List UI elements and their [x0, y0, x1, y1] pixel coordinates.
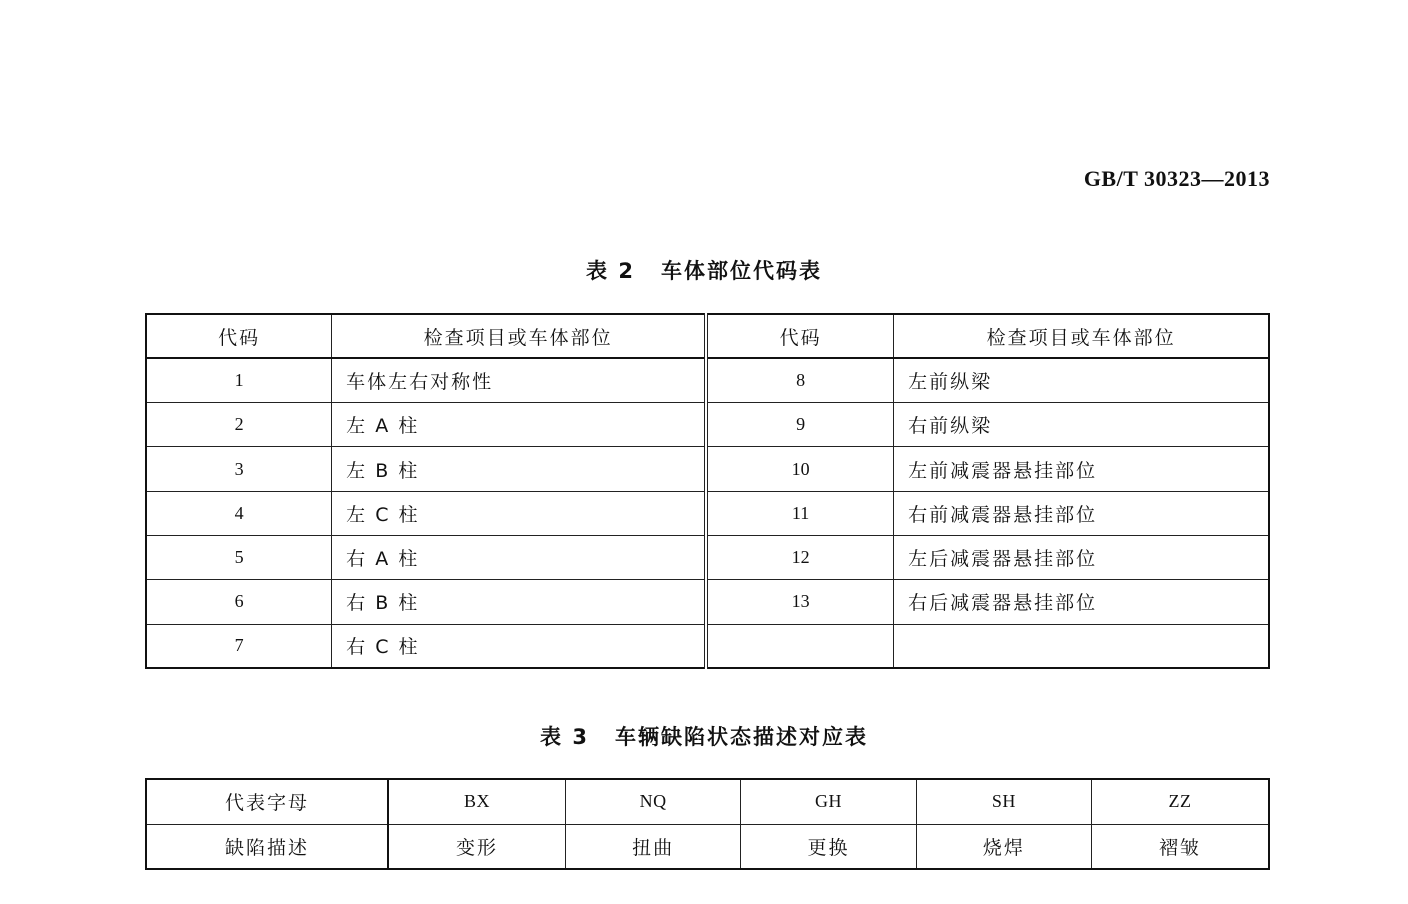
table3-caption	[0, 721, 1408, 751]
letter-row	[146, 779, 1269, 824]
description-row	[146, 824, 1269, 869]
table-row	[146, 580, 1269, 624]
item-cell: 右 A 柱	[332, 535, 706, 579]
row-label-desc: 缺陷描述	[146, 824, 388, 869]
item-cell: 车体左右对称性	[332, 358, 706, 402]
description-cell: 烧焊	[916, 824, 1091, 869]
table-row	[146, 624, 1269, 668]
code-cell: 4	[146, 491, 332, 535]
table-row	[146, 447, 1269, 491]
table-row	[146, 535, 1269, 579]
code-cell: 2	[146, 403, 332, 447]
row-label-letter: 代表字母	[146, 779, 388, 824]
code-cell: 7	[146, 624, 332, 668]
standard-number: GB/T 30323—2013	[1083, 166, 1270, 191]
table2-caption-number: 表 2	[586, 259, 635, 283]
item-cell: 左 B 柱	[332, 447, 706, 491]
header-code-left: 代码	[146, 314, 332, 358]
item-cell: 左 C 柱	[332, 491, 706, 535]
description-cell: 更换	[741, 824, 916, 869]
code-cell: 10	[706, 447, 894, 491]
description-cell: 褶皱	[1092, 824, 1269, 869]
item-cell: 左 A 柱	[332, 403, 706, 447]
table2-header-row	[146, 314, 1269, 358]
letter-cell: NQ	[565, 779, 740, 824]
item-cell: 左前减震器悬挂部位	[894, 447, 1269, 491]
table2-caption	[0, 255, 1408, 285]
item-cell: 右 C 柱	[332, 624, 706, 668]
item-cell: 右后减震器悬挂部位	[894, 580, 1269, 624]
code-cell: 8	[706, 358, 894, 402]
item-cell: 右前纵梁	[894, 403, 1269, 447]
code-cell	[706, 624, 894, 668]
body-part-code-table	[145, 313, 1270, 669]
code-cell: 3	[146, 447, 332, 491]
letter-cell: BX	[388, 779, 565, 824]
item-cell: 右 B 柱	[332, 580, 706, 624]
code-cell: 6	[146, 580, 332, 624]
code-cell: 11	[706, 491, 894, 535]
code-cell: 12	[706, 535, 894, 579]
header-item-right: 检查项目或车体部位	[894, 314, 1269, 358]
defect-description-table	[145, 778, 1270, 870]
table3-caption-number: 表 3	[540, 725, 589, 749]
description-cell: 变形	[388, 824, 565, 869]
code-cell: 1	[146, 358, 332, 402]
item-cell: 左后减震器悬挂部位	[894, 535, 1269, 579]
table2-caption-title: 车体部位代码表	[660, 259, 822, 283]
table-row	[146, 358, 1269, 402]
item-cell: 左前纵梁	[894, 358, 1269, 402]
header-code-right: 代码	[706, 314, 894, 358]
code-cell: 5	[146, 535, 332, 579]
letter-cell: ZZ	[1092, 779, 1269, 824]
header-item-left: 检查项目或车体部位	[332, 314, 706, 358]
item-cell: 右前减震器悬挂部位	[894, 491, 1269, 535]
code-cell: 13	[706, 580, 894, 624]
table-row	[146, 403, 1269, 447]
description-cell: 扭曲	[565, 824, 740, 869]
table-row	[146, 491, 1269, 535]
item-cell	[894, 624, 1269, 668]
letter-cell: GH	[741, 779, 916, 824]
table3-caption-title: 车辆缺陷状态描述对应表	[614, 725, 868, 749]
code-cell: 9	[706, 403, 894, 447]
letter-cell: SH	[916, 779, 1091, 824]
